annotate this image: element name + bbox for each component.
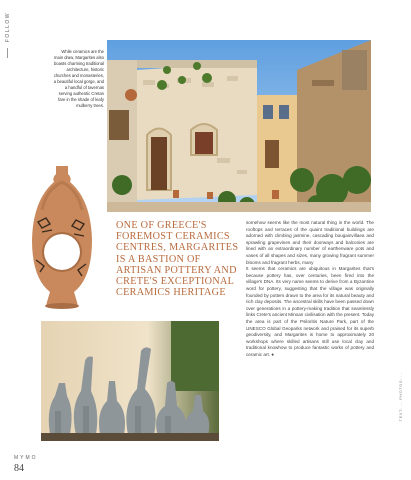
body-paragraph: It seems that ceramics are ubiquitous in Margarites that's because pottery has, over centuries, been fired into the village's DNA. Its very name seems to derive from a Byzantine word for pottery, suggesting that the village was originally founded by potters drawn to the area for its natural beauty and rich clay deposits. The ancestral skills have been passed down over generations in a pottery-making tradition that seamlessly links Crete's ancient Minoan civilisation with the present. Today the area is part of the Psiloritis Nature Park, part of the UNESCO Global Geoparks network and praised for its superb geodiversity, and Margarites is home to approximately 20 workshops where skilled artisans still use local clay and traditional knowhow to produce fantastic works of pottery and ceramic art. ● <box>246 266 374 357</box>
body-paragraph: somehow seems like the most natural thing in the world. The rooftops and terraces of the quaint traditional buildings are adorned with climbing jasmine, cascading bougainvillaea and sprawling grapevines and their doorways and balconies are lined with an extraordinary number of earthenware pots and vases of all shapes and sizes, many growing fragrant summer blooms and fragrant herbs, many <box>246 220 374 265</box>
amphora-vase-photo <box>16 160 108 310</box>
village-house-photo <box>107 40 371 212</box>
page-number: 84 <box>14 463 24 474</box>
sidebar-follow <box>5 12 11 58</box>
photo-caption: While ceramics are the main draw, Margarites also boasts charming traditional architecture, historic churches and monasteries, a beautiful local gorge, and a handful of tavernas serving authentic Cretan fare in the shade of leafy mulberry trees. <box>53 49 104 108</box>
pull-quote-headline: ONE OF GREECE'S FOREMOST CERAMICS CENTRES, MARGARITES IS A BASTION OF ARTISAN POTTERY AND CRETE'S EXCEPTIONAL CERAMICS HERITAGE <box>116 220 239 299</box>
magazine-brand: MYMO <box>14 455 38 461</box>
article-body <box>246 220 374 358</box>
follow-label: FOLLOW <box>5 12 11 43</box>
divider <box>8 48 9 58</box>
ceramic-jars-photo <box>41 321 219 441</box>
photo-credit: TEXT: ... PHOTOS: ... <box>398 372 403 422</box>
